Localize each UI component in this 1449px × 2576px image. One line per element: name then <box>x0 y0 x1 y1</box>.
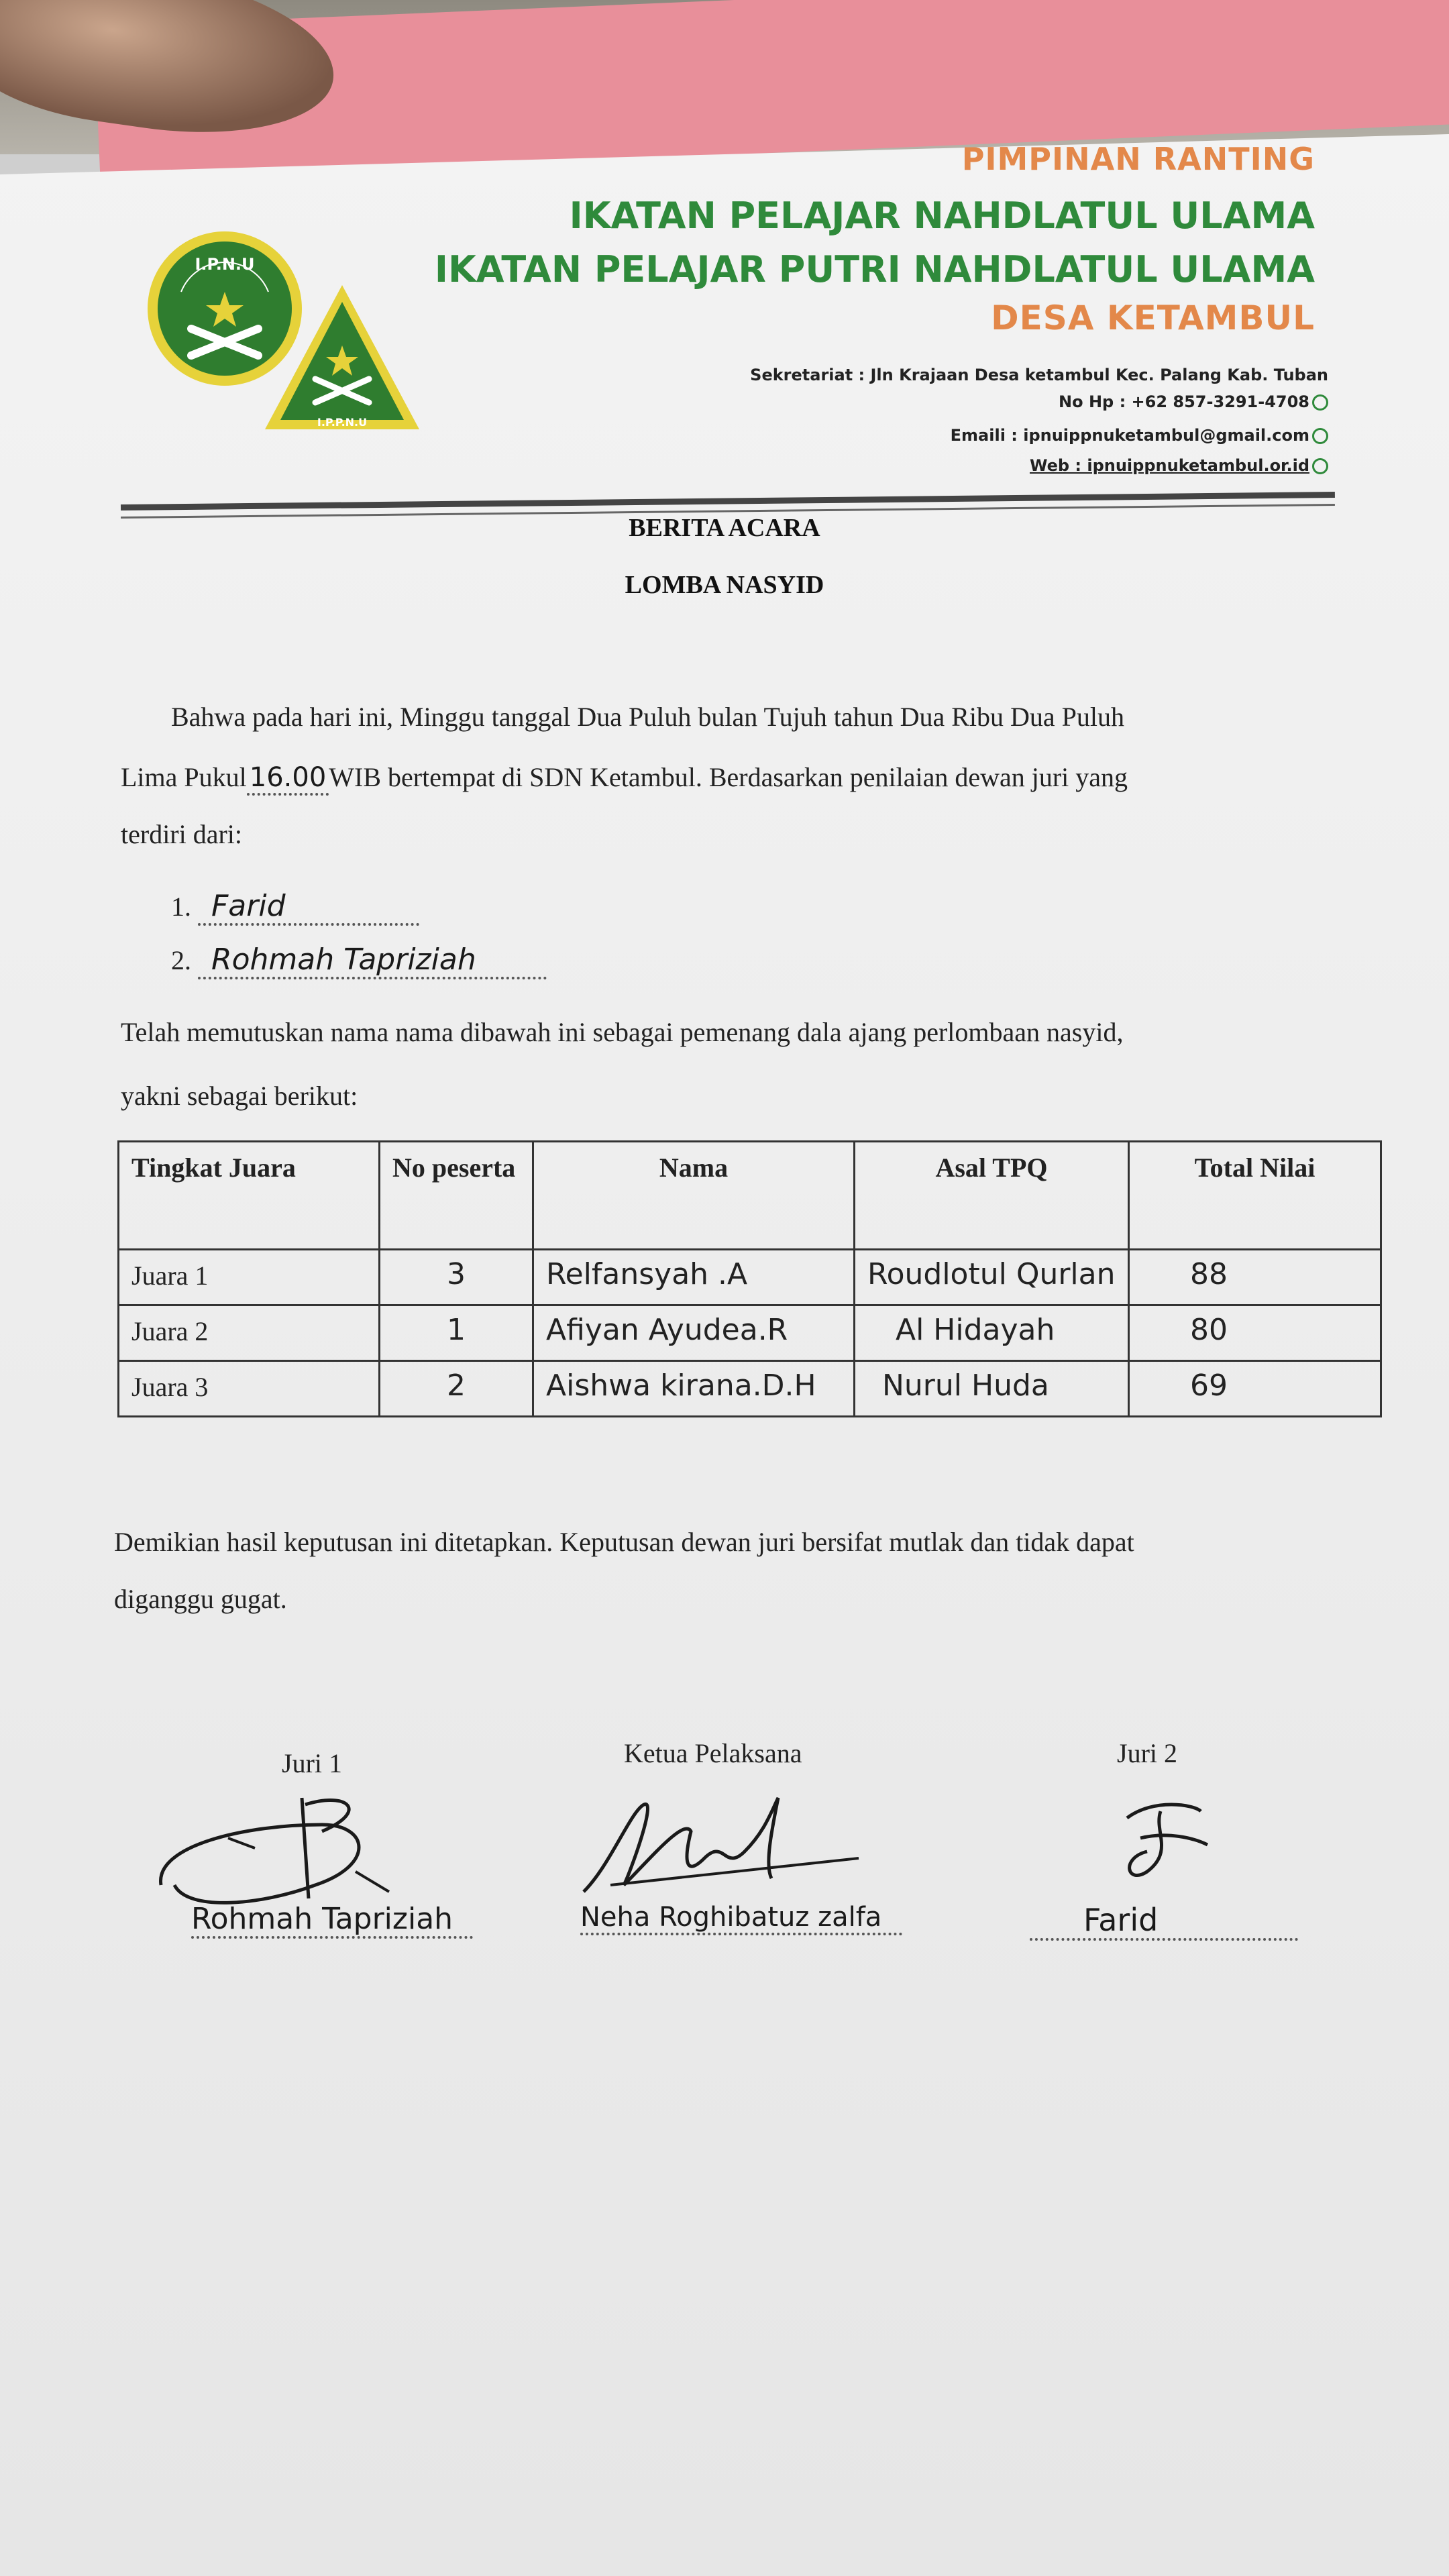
no-cell: 3 <box>380 1250 533 1305</box>
email-text: Emaili : ipnuippnuketambul@gmail.com <box>950 426 1309 445</box>
table-row <box>119 1305 1381 1361</box>
rank-cell: Juara 1 <box>119 1250 380 1305</box>
org-line-3: IKATAN PELAJAR PUTRI NAHDLATUL ULAMA <box>434 248 1315 290</box>
email-icon <box>1312 428 1328 444</box>
para1-line1: Bahwa pada hari ini, Minggu tanggal Dua Puluh bulan Tujuh tahun Dua Ribu Dua Puluh <box>171 702 1124 732</box>
no-cell: 2 <box>380 1361 533 1417</box>
score-cell: 88 <box>1129 1250 1381 1305</box>
para2-line1: Telah memutuskan nama nama dibawah ini sebagai pemenang dala ajang perlombaan nasyid, <box>121 1017 1124 1047</box>
no-cell: 1 <box>380 1305 533 1361</box>
para1-rest: WIB bertempat di SDN Ketambul. Berdasarkan penilaian dewan juri yang <box>329 762 1128 792</box>
time-handwritten: 16.00 <box>247 762 329 796</box>
jury-item-1-name: Farid <box>198 889 419 926</box>
jury-item-1 <box>171 889 419 926</box>
sig-label-juri1: Juri 1 <box>282 1748 342 1778</box>
org-line-4: DESA KETAMBUL <box>991 299 1315 337</box>
para1-lima-pukul: Lima Pukul <box>121 762 247 792</box>
org-line-1: PIMPINAN RANTING <box>961 141 1315 177</box>
doc-title: BERITA ACARA <box>629 514 820 542</box>
name-cell: Relfansyah .A <box>533 1250 855 1305</box>
closing-line2: diganggu gugat. <box>114 1584 287 1614</box>
header-no: No peserta <box>380 1142 533 1250</box>
jury-item-2-number: 2. <box>171 945 191 975</box>
table-row <box>119 1361 1381 1417</box>
signature-juri2 <box>1100 1791 1234 1898</box>
score-cell: 69 <box>1129 1361 1381 1417</box>
para2-line2: yakni sebagai berikut: <box>121 1081 358 1111</box>
para1-line2 <box>121 761 1128 793</box>
email-line <box>951 426 1328 445</box>
table-header-row <box>119 1142 1381 1250</box>
sig-label-ketua: Ketua Pelaksana <box>624 1738 802 1768</box>
rank-cell: Juara 2 <box>119 1305 380 1361</box>
phone-text: No Hp : +62 857-3291-4708 <box>1059 392 1309 411</box>
para1-line3: terdiri dari: <box>121 819 243 849</box>
header-name: Nama <box>533 1142 855 1250</box>
secretariat-address: Sekretariat : Jln Krajaan Desa ketambul Kec. Palang Kab. Tuban <box>750 366 1328 384</box>
signature-ketua <box>570 1784 879 1919</box>
ippnu-logo-text: I.P.P.N.U <box>317 416 368 429</box>
ippnu-logo <box>262 282 423 433</box>
tpq-cell: Roudlotul Qurlan <box>855 1250 1129 1305</box>
signature-name-ketua: Neha Roghibatuz zalfa <box>580 1902 902 1935</box>
doc-subtitle: LOMBA NASYID <box>625 571 824 599</box>
jury-item-2-name: Rohmah Tapriziah <box>198 943 547 979</box>
web-icon <box>1312 458 1328 474</box>
tpq-cell: Nurul Huda <box>855 1361 1129 1417</box>
phone-line <box>1059 392 1328 411</box>
jury-item-1-number: 1. <box>171 892 191 922</box>
name-cell: Afiyan Ayudea.R <box>533 1305 855 1361</box>
header-tpq: Asal TPQ <box>855 1142 1129 1250</box>
header-score: Total Nilai <box>1129 1142 1381 1250</box>
ipnu-logo-text: I.P.N.U <box>195 255 255 274</box>
signature-name-juri2: Farid <box>1030 1902 1298 1941</box>
tpq-cell: Al Hidayah <box>855 1305 1129 1361</box>
results-table <box>117 1140 1382 1417</box>
name-cell: Aishwa kirana.D.H <box>533 1361 855 1417</box>
web-text: Web : ipnuippnuketambul.or.id <box>1029 456 1309 475</box>
header-rank: Tingkat Juara <box>119 1142 380 1250</box>
rank-cell: Juara 3 <box>119 1361 380 1417</box>
signature-name-juri1: Rohmah Tapriziah <box>191 1902 473 1939</box>
score-cell: 80 <box>1129 1305 1381 1361</box>
jury-item-2 <box>171 943 547 979</box>
table-row <box>119 1250 1381 1305</box>
sig-label-juri2: Juri 2 <box>1117 1738 1177 1768</box>
org-line-2: IKATAN PELAJAR NAHDLATUL ULAMA <box>569 195 1315 237</box>
web-line <box>1030 456 1328 475</box>
whatsapp-icon <box>1312 394 1328 411</box>
closing-line1: Demikian hasil keputusan ini ditetapkan. Keputusan dewan juri bersifat mutlak dan tidak dapat <box>114 1527 1134 1557</box>
